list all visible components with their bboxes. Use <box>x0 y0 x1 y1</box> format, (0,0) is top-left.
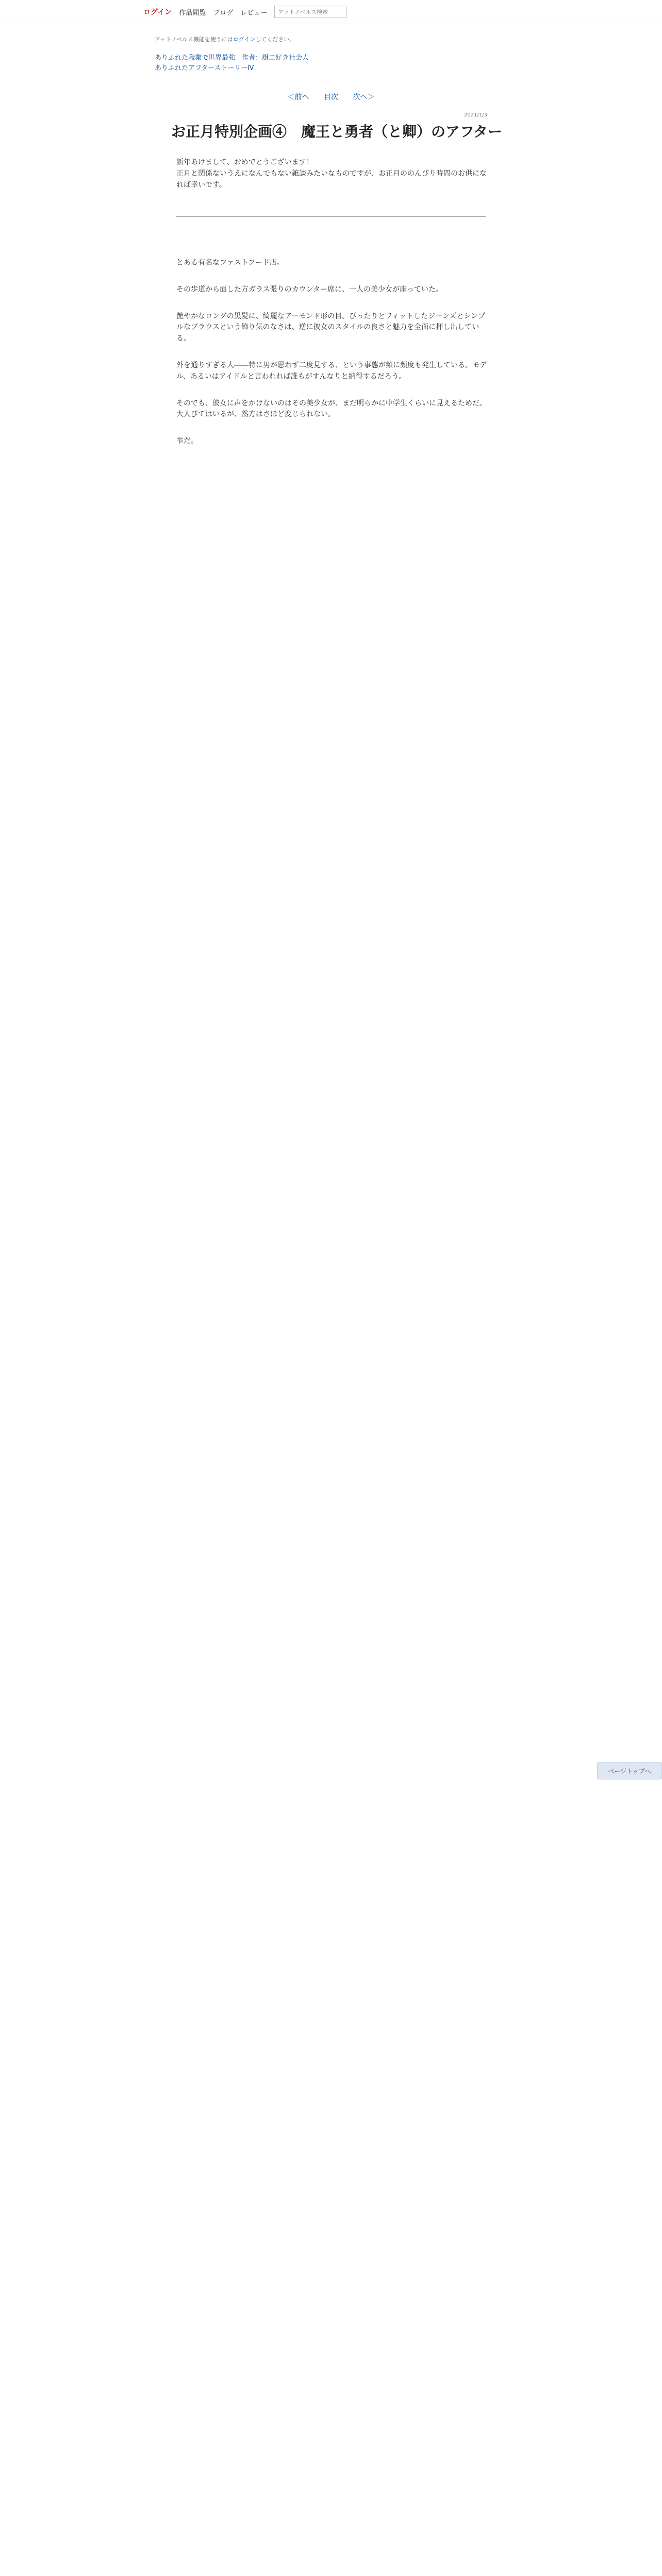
toc-link[interactable]: 目次 <box>324 93 338 101</box>
divider <box>176 216 486 217</box>
notice-text-after: してください。 <box>255 36 295 43</box>
body-paragraph: その歩道から面した方ガラス張りのカウンター席に、一人の美少女が座っていた。 <box>176 285 443 294</box>
nav-browse[interactable]: 作品閲覧 <box>179 9 206 17</box>
next-link[interactable]: 次へ＞ <box>353 93 375 101</box>
post-date: 2021/1/3 <box>464 112 487 118</box>
work-meta <box>155 53 309 74</box>
body-paragraph: とある有名なファストフード店。 <box>176 259 284 267</box>
search-input[interactable] <box>274 6 346 18</box>
login-notice <box>155 35 295 43</box>
nav-review[interactable]: レビュー <box>240 9 268 17</box>
top-navigation-bar <box>0 0 662 24</box>
notice-login-link[interactable]: ログイン <box>233 36 256 43</box>
chapter-pager <box>0 92 662 102</box>
chapter-title: お正月特別企画④ 魔王と勇者（と卿）のアフター <box>171 123 503 140</box>
prev-link[interactable]: ＜前へ <box>287 93 309 101</box>
body-paragraph: そのでも、彼女に声をかけないのはその美少女が、まだ明らかに中学生くらいに見えるためだ。大人びてはいるが、然方はさほど変じられない。 <box>176 399 487 419</box>
preface-text: 新年あけまして、おめでとうございます！ 正月と関係ないうえになんでもない雑談みたいなものですが、お正月ののんびり時間のお供になれば幸いです。 <box>176 158 487 189</box>
body-paragraph: 外を通りすぎる人――特に男が思わず二度見する、という事態が頻に頻度も発生している。モデル、あるいはアイドルと言われれば誰もがすんなりと納得するだろう。 <box>176 361 487 381</box>
notice-text-before: アットノベルス機能を使うには <box>155 36 233 43</box>
login-link[interactable]: ログイン <box>143 8 172 16</box>
body-paragraph: 艶やかなロングの黒髪に、綺麗なアーモンド形の目。ぴったりとフィットしたジーンズとシンプルなブラウスという飾り気のなさは、逆に彼女のスタイルの良さと魅力を全面に押し出している。 <box>176 312 486 343</box>
work-author-line[interactable]: ありふれた職業で世界最強 作者：厨二好き社会人 <box>155 54 309 62</box>
body-paragraph: 雫だ。 <box>176 437 198 446</box>
page-top-button[interactable]: ページトップへ <box>597 1762 662 1780</box>
chapter-body <box>176 258 489 463</box>
work-chapter-line[interactable]: ありふれたアフターストーリーⅣ <box>155 64 254 72</box>
nav-blog[interactable]: ブログ <box>213 9 234 17</box>
